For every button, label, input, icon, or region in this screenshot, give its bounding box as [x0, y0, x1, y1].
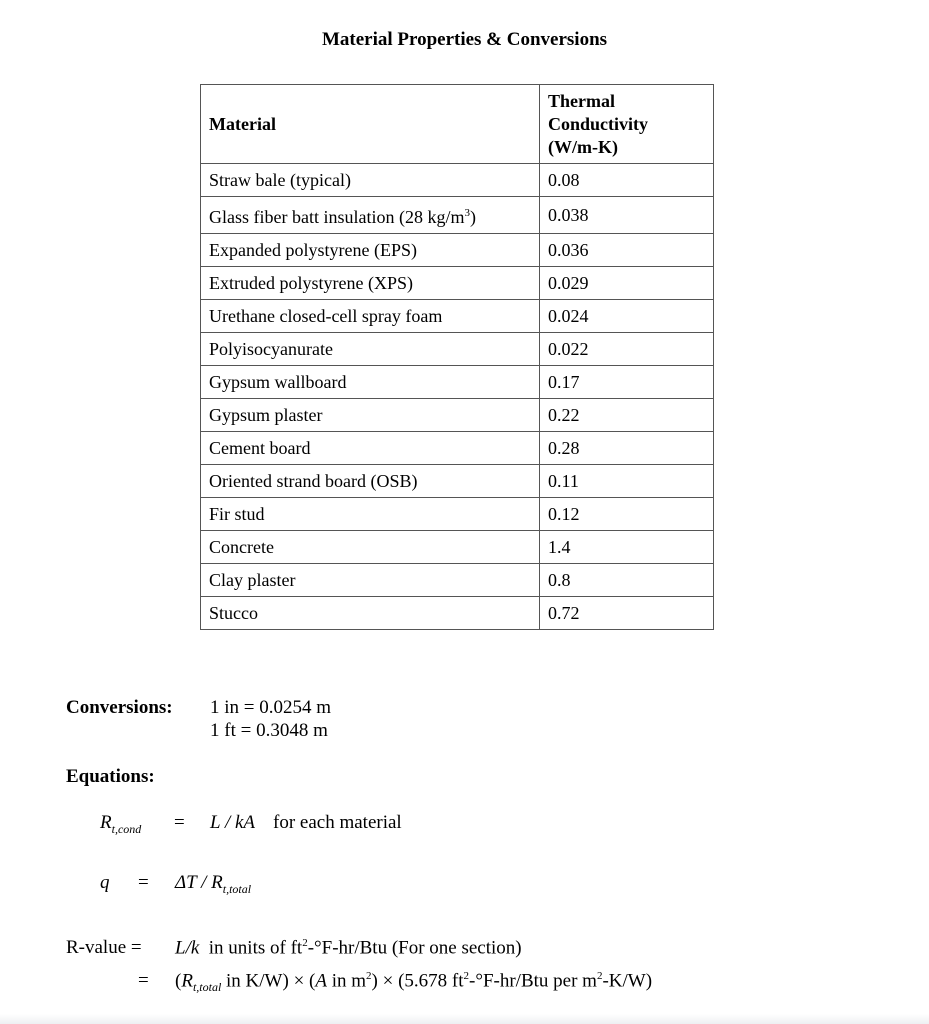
table-row	[201, 267, 714, 300]
material-cell: Extruded polystyrene (XPS)	[201, 267, 540, 300]
table-row	[201, 333, 714, 366]
conductivity-cell: 0.11	[540, 465, 714, 498]
conversion-inch: 1 in = 0.0254 m	[210, 697, 332, 718]
conductivity-cell: 0.024	[540, 300, 714, 333]
q-formula: ΔT / $R_{t,total}$	[175, 872, 252, 896]
material-properties-table	[200, 84, 714, 630]
equations-label: Equations:	[66, 766, 155, 787]
header-thermal-conductivity: Thermal Conductivity (W/m-K)	[540, 85, 714, 164]
conductivity-cell: 0.08	[540, 164, 714, 197]
conductivity-cell: 0.17	[540, 366, 714, 399]
rvalue-label: R-value =	[66, 937, 142, 958]
table-row	[201, 197, 714, 234]
conductivity-cell: 0.28	[540, 432, 714, 465]
material-cell: Urethane closed-cell spray foam	[201, 300, 540, 333]
material-cell: Stucco	[201, 597, 540, 630]
conductivity-cell: 0.22	[540, 399, 714, 432]
q-equals: =	[138, 872, 149, 893]
table-row	[201, 432, 714, 465]
conductivity-cell: 0.8	[540, 564, 714, 597]
material-cell: Polyisocyanurate	[201, 333, 540, 366]
table-row	[201, 465, 714, 498]
material-cell: Glass fiber batt insulation (28 $kg/m^3$)	[201, 197, 540, 234]
conductivity-cell: 1.4	[540, 531, 714, 564]
conductivity-cell: 0.12	[540, 498, 714, 531]
material-cell: Oriented strand board (OSB)	[201, 465, 540, 498]
material-cell: Gypsum wallboard	[201, 366, 540, 399]
table-header-row	[201, 85, 714, 164]
material-cell: Clay plaster	[201, 564, 540, 597]
conductivity-cell: 0.038	[540, 197, 714, 234]
table-row	[201, 399, 714, 432]
conductivity-cell: 0.022	[540, 333, 714, 366]
table-row	[201, 564, 714, 597]
material-cell: Concrete	[201, 531, 540, 564]
conversion-foot: 1 ft = 0.3048 m	[210, 720, 328, 741]
table-row	[201, 300, 714, 333]
material-cell: Cement board	[201, 432, 540, 465]
page-bottom-edge	[0, 1014, 929, 1024]
material-cell: Straw bale (typical)	[201, 164, 540, 197]
q-symbol: q	[100, 872, 110, 893]
table-row	[201, 164, 714, 197]
page-title: Material Properties & Conversions	[321, 29, 608, 50]
table-row	[201, 234, 714, 267]
table-row	[201, 498, 714, 531]
rcond-formula: L / kA	[210, 812, 256, 833]
material-cell: Expanded polystyrene (EPS)	[201, 234, 540, 267]
table-row	[201, 366, 714, 399]
conversions-label: Conversions:	[66, 697, 173, 718]
material-cell: Gypsum plaster	[201, 399, 540, 432]
conductivity-cell: 0.029	[540, 267, 714, 300]
conductivity-cell: 0.72	[540, 597, 714, 630]
table-row	[201, 597, 714, 630]
material-cell: Fir stud	[201, 498, 540, 531]
table-row	[201, 531, 714, 564]
rcond-equals: =	[174, 812, 185, 833]
conductivity-cell: 0.036	[540, 234, 714, 267]
rvalue-formula: L/k in units of $ft^2-^\circ F-hr$/Btu (For one section)	[175, 937, 522, 959]
rvalue2-formula: ($R_{t,total}$ in K/W) × (A in $m^2) \times (5.678$ $ft^2-^\circ F-hr$/Btu per $m^2-K/W$)	[175, 970, 653, 995]
header-material: Material	[201, 85, 540, 164]
rcond-note: for each material	[273, 812, 402, 833]
rcond-symbol: $R_{t,cond}$	[100, 812, 142, 836]
rvalue2-equals: =	[138, 970, 149, 991]
